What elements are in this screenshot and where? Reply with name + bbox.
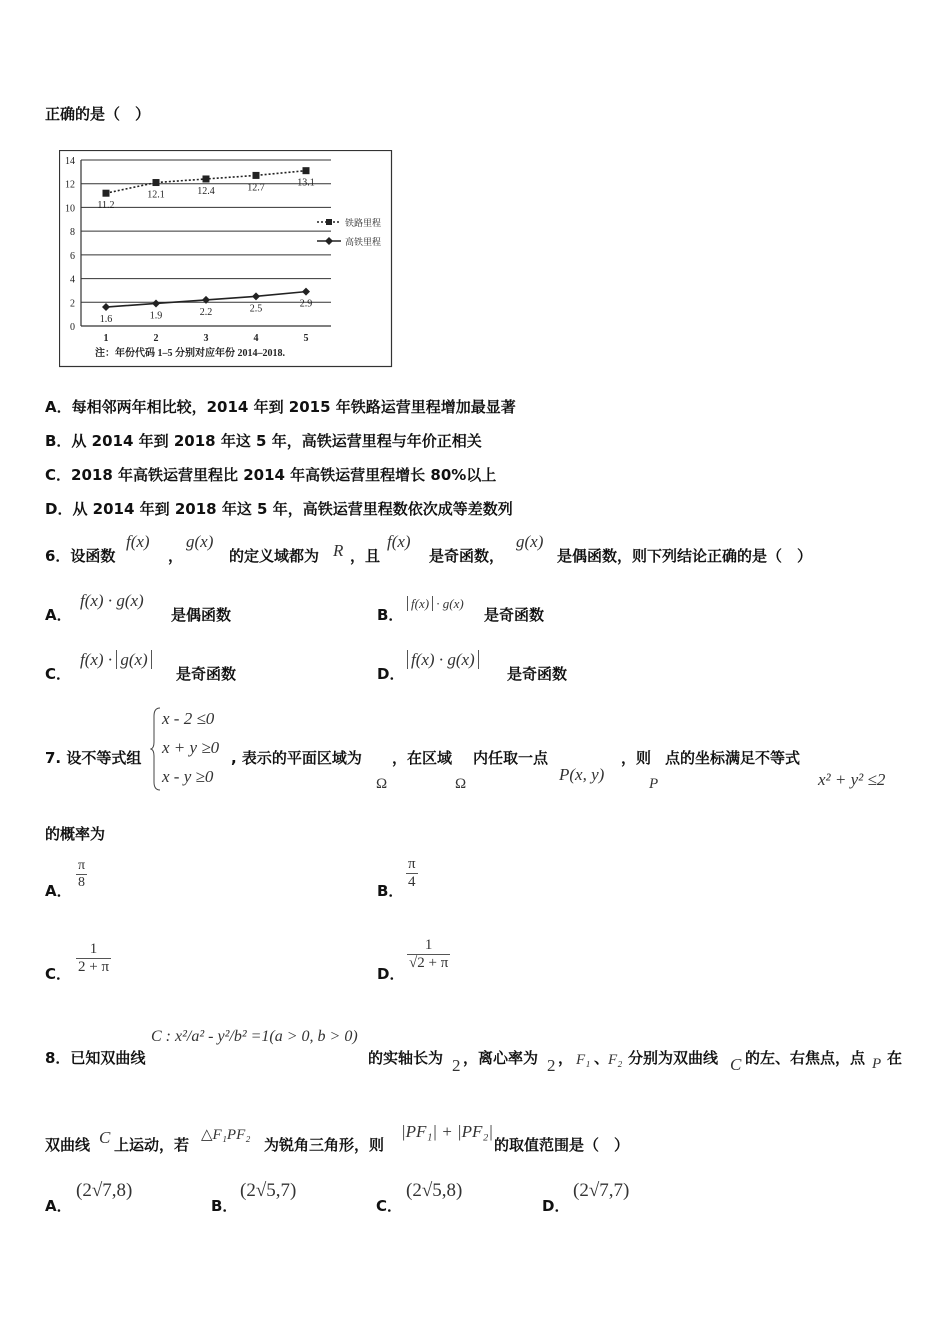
point-s0-0	[103, 190, 110, 197]
data-label-s0-2: 12.4	[197, 185, 215, 197]
q8-p11: 的取值范围是（ ）	[494, 1136, 630, 1154]
q7-opt-d-frac	[407, 937, 450, 972]
q7-opt-c-label: C．	[45, 965, 72, 983]
q7-P: P	[649, 776, 659, 792]
q7-ineq: x² + y² ≤2	[818, 770, 886, 789]
q8-opt-b-ans: (2√5,7)	[240, 1180, 297, 1201]
q6-opt-c-text: 是奇函数	[176, 665, 237, 683]
y-tick-4: 4	[70, 274, 75, 286]
q7-cond-1: x - 2 ≤0	[162, 709, 215, 728]
q7-p5: ，则	[621, 749, 652, 767]
q7-cond-2: x + y ≥0	[162, 738, 220, 757]
y-tick-14: 14	[65, 156, 75, 167]
q6-opt-a-dot: ·	[103, 591, 117, 610]
legend-railway: 铁路里程	[345, 218, 382, 228]
q7-p1: 7. 设不等式组	[45, 749, 142, 767]
q8-p1: 8．已知双曲线	[45, 1049, 146, 1067]
q6-opt-d-gx: g(x)	[447, 650, 475, 669]
q6-fx-1: f(x)	[126, 532, 150, 551]
q8-eq: C : x²/a² - y²/b² =1(a > 0, b > 0)	[151, 1028, 358, 1045]
q6-p5: 是偶函数，则下列结论正确的是（ ）	[557, 547, 813, 565]
q8-opt-d-ans: (2√7,7)	[573, 1180, 630, 1201]
q8-opt-b-label: B．	[211, 1197, 238, 1215]
q8-p8: 双曲线	[45, 1136, 91, 1154]
q8-p6: 的左、右焦点，点	[745, 1049, 866, 1067]
point-s0-4	[303, 167, 310, 174]
point-s0-2	[203, 175, 210, 182]
data-label-s0-4: 13.1	[297, 177, 315, 189]
q7-brace	[150, 706, 162, 792]
q7-opt-a-num: π	[78, 858, 86, 873]
data-label-s0-1: 12.1	[147, 189, 165, 201]
point-s0-1	[153, 179, 160, 186]
q6-opt-b-gx: g(x)	[442, 596, 464, 611]
q6-opt-c-label: C．	[45, 665, 72, 683]
q7-p6: 点的坐标满足不等式	[665, 749, 801, 767]
q6-opt-a-expr	[80, 591, 144, 611]
q8-P: P	[872, 1056, 882, 1072]
q7-opt-a-label: A．	[45, 882, 72, 900]
q7-omega-1: Ω	[376, 776, 388, 792]
data-label-s1-2: 2.2	[199, 306, 213, 318]
q8-p2: 的实轴长为	[368, 1049, 444, 1067]
q8-p5: 分别为双曲线	[628, 1049, 719, 1067]
q6-opt-a-text: 是偶函数	[171, 606, 232, 624]
q7-opt-c-num: 1	[76, 941, 111, 959]
q6-p3: ，且	[350, 547, 381, 565]
q7-opt-b-den: 4	[408, 874, 416, 890]
q6-gx-1: g(x)	[186, 532, 214, 551]
q6-opt-c-gx: g(x)	[116, 650, 151, 669]
q7-p3: ，在区域	[392, 749, 453, 767]
q8-p9: 上运动，若	[114, 1136, 190, 1154]
q5-option-a: A．每相邻两年相比较，2014 年到 2015 年铁路运营里程增加最显著	[45, 398, 516, 416]
q8-p7: 在	[887, 1049, 903, 1067]
q6-opt-d-dot: ·	[434, 650, 448, 669]
q8-opt-c-label: C．	[376, 1197, 403, 1215]
q7-opt-d-num: 1	[407, 937, 450, 955]
q6-opt-b-fx: f(x)	[407, 596, 433, 611]
q6-opt-b-text: 是奇函数	[484, 606, 545, 624]
q6-comma: ，	[168, 547, 184, 565]
data-label-s1-1: 1.9	[149, 310, 163, 322]
q8-two-2: 2	[547, 1056, 556, 1075]
q6-opt-d-expr	[407, 650, 479, 670]
q6-opt-b-label: B．	[377, 606, 404, 624]
q6-R: R	[333, 541, 344, 560]
q5-option-b: B．从 2014 年到 2018 年这 5 年，高铁运营里程与年价正相关	[45, 432, 482, 450]
q8-sep: 、	[594, 1049, 610, 1067]
y-tick-8: 8	[70, 227, 75, 239]
q8-p4: ，	[558, 1049, 574, 1067]
q6-opt-d-label: D．	[377, 665, 405, 683]
q6-gx-2: g(x)	[516, 532, 544, 551]
x-tick-1: 1	[103, 333, 109, 344]
y-tick-12: 12	[65, 179, 75, 191]
y-tick-6: 6	[70, 250, 75, 262]
q7-opt-d-label: D．	[377, 965, 405, 983]
q6-fx-2: f(x)	[387, 532, 411, 551]
intro-text: 正确的是（ ）	[45, 105, 151, 123]
q7-opt-a-frac	[76, 858, 87, 891]
x-tick-3: 3	[203, 333, 209, 344]
chart-note: 注：年份代码 1–5 分别对应年份 2014–2018.	[95, 348, 285, 359]
q6-opt-d-text: 是奇函数	[507, 665, 568, 683]
q6-opt-a-fx: f(x)	[80, 591, 104, 610]
q6-p2: 的定义域都为	[229, 547, 320, 565]
q6-opt-b-dot: ·	[433, 596, 443, 611]
q8-opt-c-ans: (2√5,8)	[406, 1180, 463, 1201]
y-tick-10: 10	[65, 203, 75, 215]
q8-F1: F₁	[576, 1052, 591, 1068]
q8-F2: F₂	[608, 1052, 623, 1068]
point-s0-3	[253, 172, 260, 179]
q8-p10: 为锐角三角形，则	[264, 1136, 385, 1154]
q7-Pxy: P(x, y)	[559, 765, 605, 784]
q6-p1: 6．设函数	[45, 547, 116, 565]
q7-opt-d-den: √2 + π	[409, 955, 449, 971]
q5-option-d: D．从 2014 年到 2018 年这 5 年，高铁运营里程数依次成等差数列	[45, 500, 513, 518]
q6-opt-a-gx: g(x)	[116, 591, 144, 610]
data-label-s1-4: 2.9	[299, 298, 313, 310]
q6-opt-b-expr	[407, 596, 464, 612]
q6-opt-c-fx: f(x)	[80, 650, 104, 669]
q7-opt-b-frac	[406, 856, 418, 891]
q8-two-1: 2	[452, 1056, 461, 1075]
q8-tri: △F₁PF₂	[201, 1127, 251, 1143]
q8-p3: ，离心率为	[463, 1049, 539, 1067]
q5-option-c: C．2018 年高铁运营里程比 2014 年高铁运营里程增长 80%以上	[45, 466, 497, 484]
data-label-s1-3: 2.5	[249, 303, 263, 315]
q8-C-1: C	[730, 1055, 742, 1074]
q8-sum: |PF₁| + |PF₂|	[401, 1122, 494, 1141]
data-label-s0-0: 11.2	[97, 200, 115, 212]
y-tick-0: 0	[70, 322, 75, 333]
q7-opt-c-frac	[76, 941, 111, 976]
q7-omega-2: Ω	[455, 776, 467, 792]
q6-opt-d-fx: f(x)	[411, 650, 435, 669]
q6-opt-a-label: A．	[45, 606, 72, 624]
q7-p2: , 表示的平面区域为	[231, 749, 362, 767]
legend-highspeed: 高铁里程	[345, 237, 382, 247]
q7-p4: 内任取一点	[473, 749, 549, 767]
data-label-s1-0: 1.6	[99, 314, 113, 326]
q7-opt-a-den: 8	[78, 875, 86, 890]
q6-p4: 是奇函数，	[429, 547, 505, 565]
q8-C-2: C	[99, 1128, 111, 1147]
x-tick-2: 2	[153, 333, 159, 344]
x-tick-4: 4	[253, 333, 259, 344]
q6-opt-c-dot: ·	[103, 650, 117, 669]
line-chart	[59, 150, 394, 368]
q7-opt-b-num: π	[408, 856, 416, 872]
q8-opt-d-label: D．	[542, 1197, 570, 1215]
y-tick-2: 2	[70, 298, 75, 310]
q8-opt-a-ans: (2√7,8)	[76, 1180, 133, 1201]
q8-opt-a-label: A．	[45, 1197, 72, 1215]
q7-p7: 的概率为	[45, 825, 106, 843]
q6-opt-c-expr	[80, 650, 152, 670]
q7-cond-3: x - y ≥0	[162, 767, 214, 786]
x-tick-5: 5	[303, 333, 309, 344]
q7-opt-c-den: 2 + π	[78, 959, 110, 975]
q7-opt-b-label: B．	[377, 882, 404, 900]
data-label-s0-3: 12.7	[247, 182, 265, 194]
